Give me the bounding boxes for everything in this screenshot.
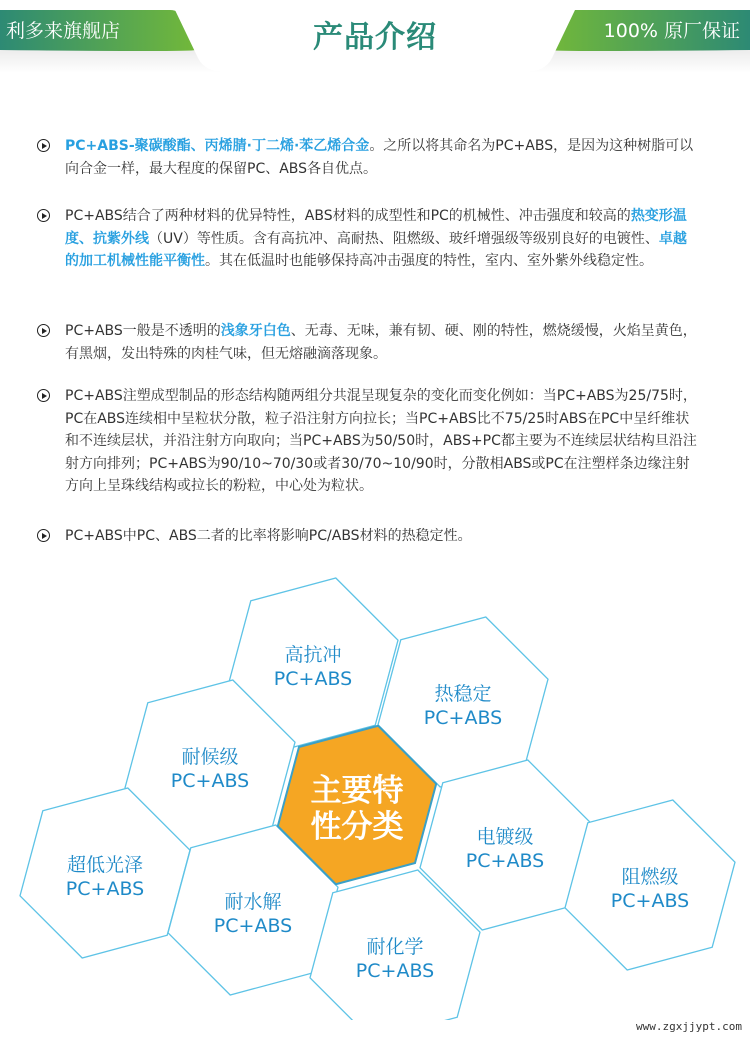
center-title-line: 性分类: [310, 809, 404, 845]
feature-name: 电镀级: [476, 826, 534, 848]
highlight-text: PC+ABS-聚碳酸酯、丙烯腈·丁二烯·苯乙烯合金: [65, 138, 370, 154]
center-title-line: 主要特: [310, 773, 404, 809]
highlight-text: 浅象牙白色: [220, 323, 291, 339]
play-circle-icon: [37, 209, 50, 222]
play-circle-icon: [37, 389, 50, 402]
paragraph-text: [65, 205, 697, 273]
highlight-text: 卓越的加工机械性能平衡性: [65, 230, 687, 269]
text-run: （UV）等性质。含有高抗冲、高耐热、阻燃级、玻纤增强级等级别良好的电镀性、: [149, 230, 659, 247]
bullet-paragraph: [37, 525, 697, 548]
feature-material: PC+ABS: [170, 770, 250, 792]
feature-material: PC+ABS: [65, 878, 145, 900]
feature-name: 超低光泽: [66, 854, 144, 876]
text-run: 。其在低温时也能够保持高冲击强度的特性，室内、室外紫外线稳定性。: [205, 253, 653, 269]
text-run: PC+ABS注塑成型制品的形态结构随两组分共混呈现复杂的变化而变化例如：当PC+ABS为25/75时，PC在ABS连续相中呈粒状分散，粒子沿注射方向拉长；当PC+ABS比不75/25时ABS在PC中呈纤维状和不连续层状，并沿注射方向取向；当PC+ABS为50/50时，ABS+PC都主要为不连续层状结构旦沿注射方向排列；PC+ABS为90/10~70/30或者30/70~10/90时，分散相ABS或PC在注塑样条边缘注射方向上呈珠线结构或拉长的粉粒，中心处为粒状。: [65, 388, 697, 494]
page-title: 产品介绍: [313, 20, 437, 55]
feature-material: PC+ABS: [355, 960, 435, 982]
text-run: PC+ABS一般是不透明的: [65, 323, 221, 339]
text-run: PC+ABS中PC、ABS二者的比率将影响PC/ABS材料的热稳定性。: [65, 528, 472, 544]
feature-name: 热稳定: [434, 683, 492, 705]
feature-name: 耐化学: [366, 936, 424, 958]
play-circle-icon: [37, 324, 50, 337]
store-name: 利多来旗舰店: [6, 20, 121, 42]
feature-material: PC+ABS: [273, 668, 353, 690]
feature-hexagon: [565, 800, 735, 970]
feature-material: PC+ABS: [423, 707, 503, 729]
text-run: 。之所以将其命名为PC+ABS，是因为这种树脂可以向合金一样，最大程度的保留PC、ABS各自优点。: [65, 138, 694, 177]
bullet-paragraph: [37, 385, 697, 498]
feature-name: 阻燃级: [621, 866, 679, 888]
feature-material: PC+ABS: [465, 850, 545, 872]
feature-material: PC+ABS: [610, 890, 690, 912]
bullet-paragraph: [37, 135, 697, 180]
bullet-paragraph: [37, 205, 697, 273]
paragraph-text: [65, 320, 697, 365]
play-circle-icon: [37, 529, 50, 542]
play-circle-icon: [37, 139, 50, 152]
feature-hexagon-diagram: [0, 560, 750, 1020]
footer-url: www.zgxjjypt.com: [636, 1020, 742, 1033]
highlight-text: 热变形温度、抗紫外线: [65, 208, 687, 247]
bullet-paragraph: [37, 320, 697, 365]
feature-material: PC+ABS: [213, 915, 293, 937]
text-run: 、无毒、无味，兼有韧、硬、刚的特性，燃烧缓慢，火焰呈黄色，有黑烟，发出特殊的肉桂气味，但无熔融滴落现象。: [65, 323, 697, 362]
paragraph-text: [65, 525, 697, 548]
paragraph-text: [65, 385, 697, 498]
feature-name: 耐候级: [181, 746, 239, 768]
paragraph-text: [65, 135, 697, 180]
feature-name: 高抗冲: [284, 644, 342, 666]
feature-name: 耐水解: [224, 891, 282, 913]
guarantee-text: 100% 原厂保证: [603, 20, 740, 42]
text-run: PC+ABS结合了两种材料的优异特性，ABS材料的成型性和PC的机械性、冲击强度和较高的: [65, 208, 631, 224]
